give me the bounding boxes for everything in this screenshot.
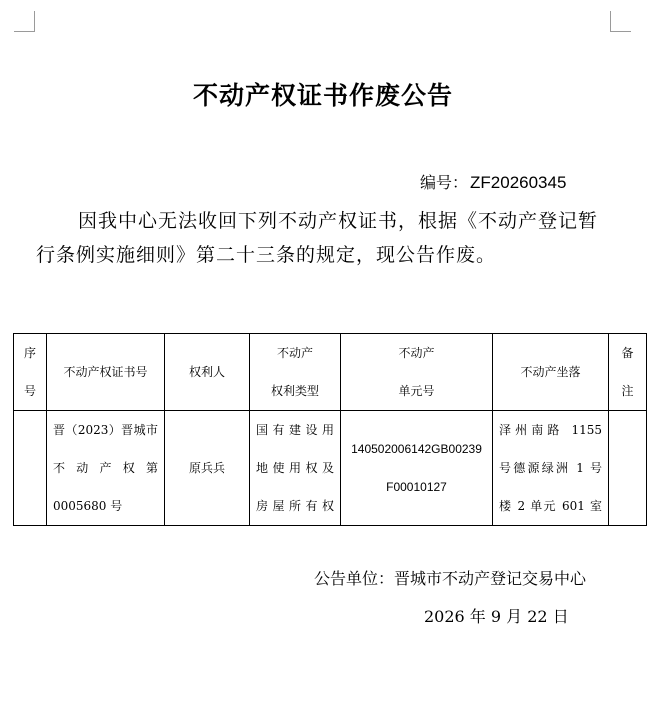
- document-title: 不动产权证书作废公告: [192, 81, 453, 110]
- issuing-unit: 公告单位：晋城市不动产登记交易中心: [314, 569, 587, 588]
- header-cert-no: 不动产权证书号: [47, 334, 165, 411]
- cell-holder: 原兵兵: [165, 411, 250, 526]
- issue-date: 2026 年 9 月 22 日: [424, 607, 569, 626]
- announcement-body: 因我中心无法收回下列不动产权证书，根据《不动产登记暂行条例实施细则》第二十三条的规定，现公告作废。: [36, 210, 599, 266]
- cell-location: 泽州南路 1155 号德源绿洲 1 号 楼 2 单元 601 室: [493, 411, 609, 526]
- header-location: 不动产坐落: [493, 334, 609, 411]
- certificate-table: [13, 333, 647, 526]
- cell-unit-no: 140502006142GB00239 F00010127: [341, 411, 493, 526]
- header-right-type: 不动产 权利类型: [250, 334, 341, 411]
- table-row: [14, 411, 647, 526]
- cell-cert-no: 晋（2023）晋城市 不动产权第 0005680 号: [47, 411, 165, 526]
- cell-seq: [14, 411, 47, 526]
- page-corner-mark-top-left: [14, 11, 35, 32]
- document-number: [420, 170, 566, 193]
- document-number-label: 编号：: [420, 173, 469, 192]
- header-holder: 权利人: [165, 334, 250, 411]
- header-seq: 序 号: [14, 334, 47, 411]
- document-number-value: ZF20260345: [470, 173, 567, 192]
- cell-right-type: 国有建设用 地使用权及 房屋所有权: [250, 411, 341, 526]
- table-header-row: [14, 334, 647, 411]
- header-unit-no: 不动产 单元号: [341, 334, 493, 411]
- page-corner-mark-top-right: [610, 11, 631, 32]
- header-remark: 备 注: [609, 334, 647, 411]
- cell-remark: [609, 411, 647, 526]
